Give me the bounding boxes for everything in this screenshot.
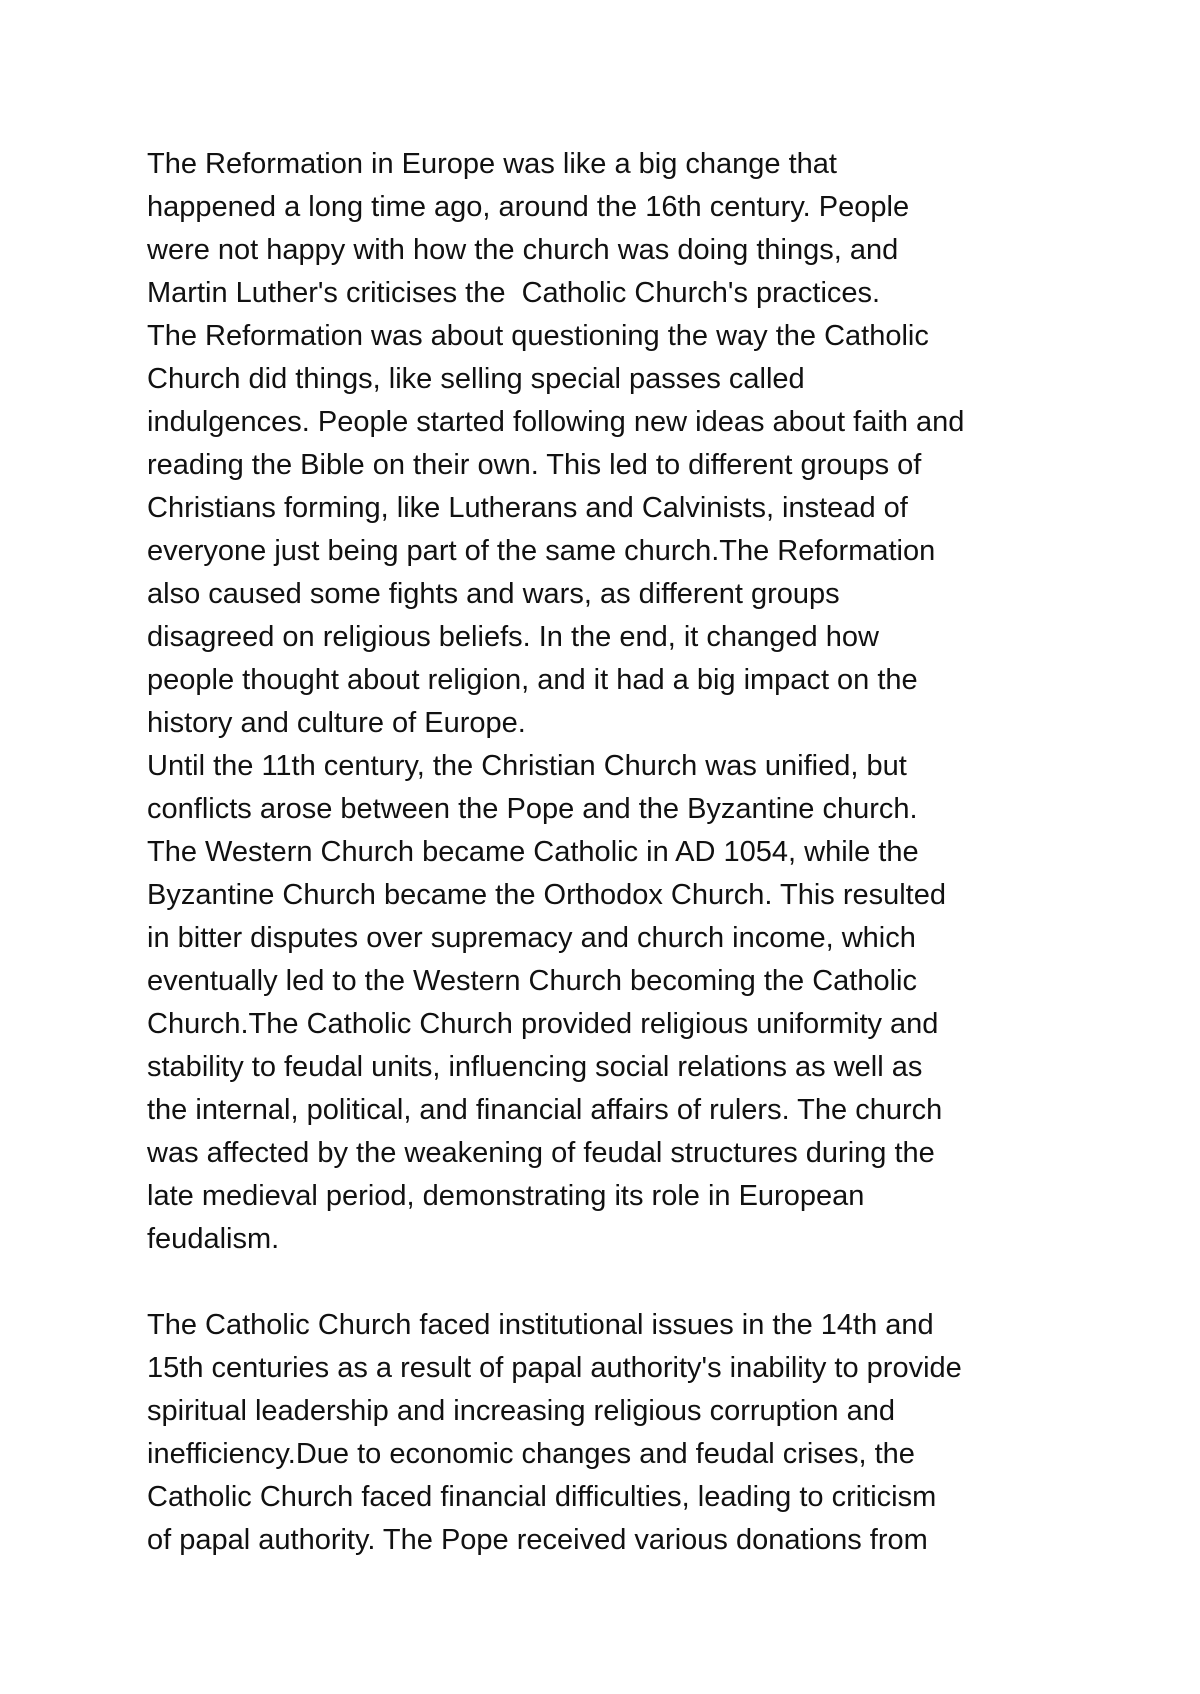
text-line-26: feudalism. [147, 1223, 280, 1255]
text-line-14: history and culture of Europe. [147, 707, 526, 739]
text-line-10: everyone just being part of the same church.The Reformation [147, 535, 936, 567]
text-line-24: was affected by the weakening of feudal structures during the [147, 1137, 935, 1169]
text-line-1: The Reformation in Europe was like a big change that [147, 148, 837, 180]
text-line-31: inefficiency.Due to economic changes and feudal crises, the [147, 1438, 915, 1470]
text-line-21: Church.The Catholic Church provided religious uniformity and [147, 1008, 939, 1040]
text-line-6: Church did things, like selling special passes called [147, 363, 805, 395]
text-line-15: Until the 11th century, the Christian Church was unified, but [147, 750, 907, 782]
text-line-2: happened a long time ago, around the 16th century. People [147, 191, 910, 223]
text-line-18: Byzantine Church became the Orthodox Church. This resulted [147, 879, 946, 911]
text-line-11: also caused some fights and wars, as different groups [147, 578, 840, 610]
text-line-29: 15th centuries as a result of papal authority's inability to provide [147, 1352, 962, 1384]
text-line-8: reading the Bible on their own. This led to different groups of [147, 449, 922, 481]
text-line-7: indulgences. People started following new ideas about faith and [147, 406, 965, 438]
text-line-28: The Catholic Church faced institutional issues in the 14th and [147, 1309, 934, 1341]
text-line-30: spiritual leadership and increasing religious corruption and [147, 1395, 895, 1427]
text-line-9: Christians forming, like Lutherans and Calvinists, instead of [147, 492, 908, 524]
text-line-16: conflicts arose between the Pope and the Byzantine church. [147, 793, 918, 825]
text-line-25: late medieval period, demonstrating its role in European [147, 1180, 865, 1212]
text-line-20: eventually led to the Western Church becoming the Catholic [147, 965, 918, 997]
text-line-23: the internal, political, and financial affairs of rulers. The church [147, 1094, 943, 1126]
text-line-33: of papal authority. The Pope received various donations from [147, 1524, 928, 1556]
text-line-22: stability to feudal units, influencing social relations as well as [147, 1051, 923, 1083]
text-line-32: Catholic Church faced financial difficulties, leading to criticism [147, 1481, 937, 1513]
text-line-5: The Reformation was about questioning the way the Catholic [147, 320, 929, 352]
text-line-19: in bitter disputes over supremacy and church income, which [147, 922, 916, 954]
document-body [147, 143, 1147, 1562]
text-line-4: Martin Luther's criticises the Catholic Church's practices. [147, 277, 881, 309]
blank-line [147, 1261, 1147, 1304]
text-line-12: disagreed on religious beliefs. In the end, it changed how [147, 621, 879, 653]
text-line-17: The Western Church became Catholic in AD 1054, while the [147, 836, 919, 868]
text-line-13: people thought about religion, and it had a big impact on the [147, 664, 918, 696]
text-line-3: were not happy with how the church was doing things, and [147, 234, 899, 266]
